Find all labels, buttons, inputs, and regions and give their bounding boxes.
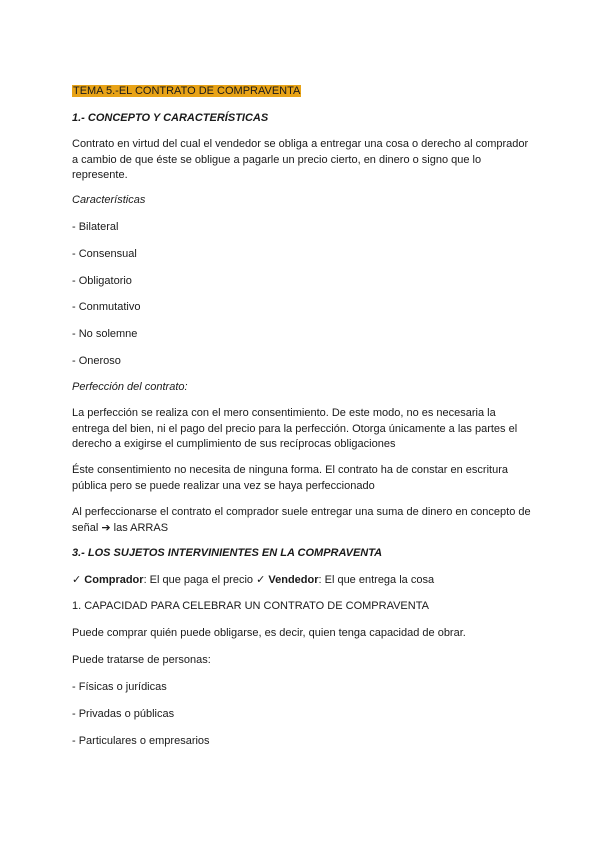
characteristic-item: - Bilateral (72, 221, 119, 233)
seller-label: Vendedor (268, 574, 319, 586)
document-title (72, 84, 301, 99)
title-highlight: TEMA 5.-EL CONTRATO DE COMPRAVENTA (73, 85, 301, 97)
seller-text: : El que entrega la cosa (318, 574, 435, 586)
persons-intro: Puede tratarse de personas: (72, 654, 211, 666)
capacity-paragraph: Puede comprar quién puede obligarse, es decir, quien tenga capacidad de obrar. (72, 627, 466, 639)
perfection-paragraph-3 (72, 505, 532, 536)
arras-text: Al perfeccionarse el contrato el comprador suele entregar una suma de dinero en concepto de señal (72, 506, 531, 534)
capacity-heading: 1. CAPACIDAD PARA CELEBRAR UN CONTRATO DE COMPRAVENTA (72, 600, 429, 612)
parties-line (72, 573, 434, 588)
arras-term: las ARRAS (113, 521, 169, 534)
person-type-item: - Particulares o empresarios (72, 735, 210, 747)
section1-heading: 1.- CONCEPTO Y CARACTERÍSTICAS (72, 112, 269, 124)
perfection-paragraph-2: Éste consentimiento no necesita de ninguna forma. El contrato ha de constar en escritura pública pero se puede realizar una vez se haya perfeccionado (72, 464, 508, 492)
buyer-text: : El que paga el precio (143, 574, 254, 586)
characteristic-item: - Obligatorio (72, 275, 132, 287)
perfection-label: Perfección del contrato: (72, 381, 188, 393)
section3-heading: 3.- LOS SUJETOS INTERVINIENTES EN LA COMPRAVENTA (72, 547, 383, 559)
characteristic-item: - Consensual (72, 248, 137, 260)
characteristic-item: - Oneroso (72, 355, 121, 367)
characteristic-item: - Conmutativo (72, 301, 141, 313)
perfection-paragraph-1: La perfección se realiza con el mero consentimiento. De este modo, no es necesaria la entrega del bien, ni el pago del precio para la perfección. Otorga únicamente a las partes el derecho a exigirse el cumplimiento de sus recíprocas obligaciones (72, 407, 518, 450)
characteristics-label: Características (72, 194, 146, 206)
characteristic-item: - No solemne (72, 328, 138, 340)
person-type-item: - Privadas o públicas (72, 708, 175, 720)
arrow-right-icon: ➔ (101, 521, 111, 534)
definition-paragraph: Contrato en virtud del cual el vendedor se obliga a entregar una cosa o derecho al comprador a cambio de que éste se obligue a pagarle un precio cierto, en dinero o signo que lo represente. (72, 138, 529, 181)
buyer-label: Comprador (84, 574, 144, 586)
check-icon: ✓ (72, 574, 82, 586)
check-icon: ✓ (256, 574, 266, 586)
person-type-item: - Físicas o jurídicas (72, 681, 167, 693)
